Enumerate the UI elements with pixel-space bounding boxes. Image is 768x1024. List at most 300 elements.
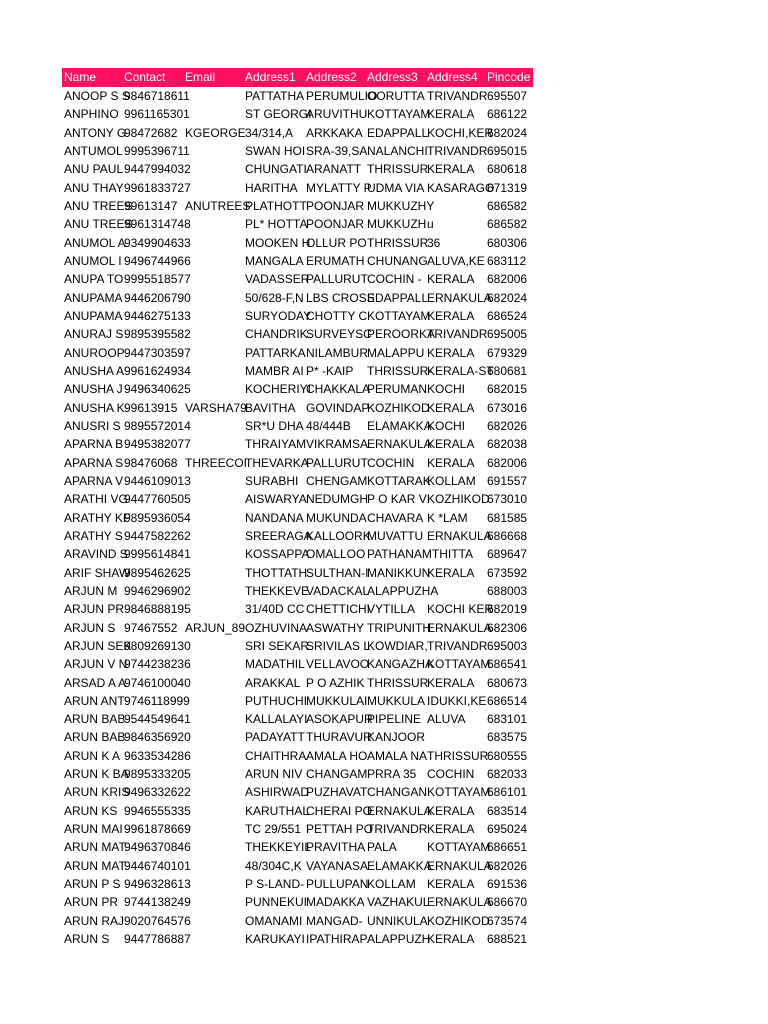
cell-contact: 98472682	[124, 125, 178, 140]
cell-email: VARSHA79	[185, 400, 247, 415]
cell-email	[185, 105, 245, 123]
cell-address3: KANGAZHA	[367, 657, 434, 672]
cell-email	[185, 857, 245, 875]
cell-address3: KOTTAYAM	[367, 107, 431, 122]
cell-address3: KOLLAM	[367, 877, 416, 892]
cell-address3: MUKKULA	[367, 693, 426, 708]
cell-address2: VIKRAMSA	[306, 437, 369, 452]
cell-contact: 9496332622	[124, 785, 191, 800]
cell-address4: KERALA	[427, 565, 475, 580]
cell-address2: ASWATHY	[306, 620, 365, 635]
cell-name: ARUN P S	[64, 877, 121, 892]
cell-email	[185, 380, 245, 398]
cell-pincode: 683101	[487, 712, 528, 727]
cell-address1: SURYODAY	[245, 308, 312, 323]
cell-address4: TRIVANDR	[427, 89, 488, 103]
cell-address1: KOSSAPPA	[245, 547, 310, 562]
cell-address4	[427, 582, 487, 600]
cell-address1: PL* HOTTA	[245, 217, 308, 232]
header-email: Email	[185, 70, 216, 84]
cell-address1: SREERAGA	[245, 528, 312, 543]
table-row	[62, 215, 533, 233]
cell-contact: 9446109013	[124, 473, 191, 488]
cell-address4: u	[427, 217, 434, 232]
cell-pincode: 682006	[487, 455, 528, 470]
table-row	[62, 124, 533, 142]
cell-address2: POONJAR	[306, 198, 365, 213]
cell-address2: PRAVITHA	[306, 840, 366, 855]
cell-address4: KERALA	[427, 308, 475, 323]
cell-address1: SRI SEKAR	[245, 638, 310, 653]
cell-name: ARUN MAT	[64, 840, 126, 855]
cell-address3: PERUMAN	[367, 382, 428, 397]
cell-address4: K *LAM	[427, 510, 468, 525]
cell-email	[185, 325, 245, 343]
cell-contact: 9496328613	[124, 877, 191, 892]
cell-email	[185, 142, 245, 160]
cell-address2: VAYANASA	[306, 858, 369, 873]
cell-address1: THRAIYAM	[245, 437, 307, 452]
cell-name: ANUROOP	[64, 345, 125, 360]
cell-address4: THRISSUR	[427, 748, 489, 763]
cell-name: ANUSRI S	[64, 418, 121, 433]
cell-email	[185, 307, 245, 325]
cell-pincode: 688003	[487, 583, 528, 598]
cell-pincode: 682306	[487, 620, 528, 635]
cell-name: ANPHINO	[64, 107, 119, 122]
cell-contact: 9895936054	[124, 510, 191, 525]
cell-address2: GOVINDAP	[306, 400, 370, 415]
cell-address4: KERALA-ST	[427, 363, 494, 378]
cell-contact: 9496744966	[124, 253, 191, 268]
cell-contact: 9961878669	[124, 822, 191, 837]
cell-address3: KOTTAYAM	[367, 308, 431, 323]
table-row	[62, 545, 533, 563]
cell-contact: 99613915	[124, 400, 178, 415]
cell-address1: THEVARKA	[245, 455, 309, 470]
cell-address4: KOCHI	[427, 382, 466, 397]
cell-address1: MAMBR AI	[245, 363, 304, 378]
cell-pincode: 680306	[487, 235, 528, 250]
table-row	[62, 930, 533, 948]
cell-address3: MUKKUZHY	[367, 198, 435, 213]
cell-pincode: 689647	[487, 547, 528, 562]
cell-address1: ST GEORGI	[245, 107, 312, 122]
header-contact: Contact	[124, 70, 166, 84]
cell-contact: 9961833727	[124, 180, 191, 195]
table-row	[62, 582, 533, 600]
cell-address4: KOTTAYAM	[427, 840, 491, 855]
cell-name: ARJUN S	[64, 620, 116, 635]
table-row	[62, 655, 533, 673]
cell-address4: KOLLAM	[427, 473, 476, 488]
cell-email	[185, 344, 245, 362]
cell-address1: PUNNEKUI	[245, 895, 308, 910]
cell-email	[185, 564, 245, 582]
table-row	[62, 234, 533, 252]
cell-email: KGEORGE	[185, 125, 246, 140]
cell-name: ANUPA TO	[64, 272, 124, 287]
cell-address4: ERNAKULA	[427, 895, 492, 910]
cell-address1: ARAKKAL	[245, 675, 301, 690]
cell-name: ANUMOL I	[64, 253, 122, 268]
cell-address1: NANDANA	[245, 510, 304, 525]
cell-address3: MALAPPU	[367, 345, 425, 360]
cell-email	[185, 527, 245, 545]
cell-email	[185, 87, 245, 105]
cell-pincode: 673592	[487, 565, 528, 580]
cell-address2: ERUMATH	[306, 253, 365, 268]
cell-address4: KERALA	[427, 272, 475, 287]
cell-pincode: 686670	[487, 895, 528, 910]
header-address2: Address2	[306, 70, 357, 84]
cell-name: ANUSHA K	[64, 400, 125, 415]
cell-pincode: 680618	[487, 162, 528, 177]
cell-address1: THOTTATH	[245, 565, 308, 580]
table-row	[62, 728, 533, 746]
cell-address3: VYTILLA	[367, 602, 416, 617]
cell-address2: KALLOORK	[306, 528, 371, 543]
cell-address2: PERUMULIO	[306, 89, 378, 103]
cell-email	[185, 234, 245, 252]
cell-address4: KOTTAYAM	[427, 657, 491, 672]
cell-email	[185, 179, 245, 197]
cell-email	[185, 674, 245, 692]
cell-address4: KOCHI,KER	[427, 125, 494, 140]
cell-address4: ERNAKULA	[427, 620, 492, 635]
cell-address1: SWAN HOI	[245, 143, 306, 158]
cell-address4	[427, 728, 487, 746]
cell-name: ARUN BAB	[64, 712, 126, 727]
cell-address4: KERALA	[427, 932, 475, 947]
cell-contact: 9946555335	[124, 803, 191, 818]
table-row	[62, 692, 533, 710]
cell-name: ARJUN V N	[64, 657, 128, 672]
cell-address3: ELAMAKKA	[367, 418, 432, 433]
cell-email	[185, 875, 245, 893]
cell-address2: CHANGAM	[306, 767, 368, 782]
cell-address4: KERALA	[427, 107, 475, 122]
cell-pincode: 682026	[487, 418, 528, 433]
cell-name: ANUSHA A	[64, 363, 125, 378]
cell-pincode: 682038	[487, 437, 528, 452]
cell-name: ANOOP S S	[64, 89, 130, 103]
table-row	[62, 197, 533, 215]
cell-address1: AISWARYA	[245, 492, 307, 507]
cell-address2: SURVEYSC	[306, 327, 372, 342]
cell-address4: KASARAGO	[427, 180, 495, 195]
cell-email	[185, 728, 245, 746]
cell-name: ARSAD A A	[64, 675, 127, 690]
cell-name: ARATHY S	[64, 528, 123, 543]
cell-contact: 9447303597	[124, 345, 191, 360]
cell-email	[185, 692, 245, 710]
cell-pincode: 695003	[487, 638, 528, 653]
cell-address2: CHERAI PO	[306, 803, 373, 818]
cell-address2: OMALLOO	[306, 547, 366, 562]
cell-address1: 34/314,A	[245, 125, 294, 140]
cell-address3: CHANGAN	[367, 785, 428, 800]
cell-address1: PATTATHA	[245, 89, 305, 103]
table-row	[62, 600, 533, 618]
cell-pincode: 695015	[487, 143, 528, 158]
cell-name: APARNA S	[64, 455, 124, 470]
cell-name: ARUN ANT	[64, 693, 125, 708]
cell-contact: 9995518577	[124, 272, 191, 287]
cell-address2: IPATHIRAP	[306, 932, 368, 947]
table-row	[62, 893, 533, 911]
cell-address4: KERALA	[427, 877, 475, 892]
table-row	[62, 270, 533, 288]
table-row	[62, 783, 533, 801]
cell-address3: MANIKKUN	[367, 565, 431, 580]
cell-address3: THRISSUR	[367, 162, 429, 177]
cell-email	[185, 289, 245, 307]
table-row	[62, 619, 533, 637]
cell-pincode: 681585	[487, 510, 528, 525]
cell-address4: TRIVANDR	[427, 143, 488, 158]
cell-pincode: 682015	[487, 382, 528, 397]
cell-address1: PUTHUCHI	[245, 693, 307, 708]
cell-address3: ERNAKULA	[367, 803, 432, 818]
cell-email	[185, 820, 245, 838]
cell-address1: KARUTHAL	[245, 803, 310, 818]
cell-address2: SRIVILAS L	[306, 638, 371, 653]
table-row	[62, 820, 533, 838]
cell-pincode: 680673	[487, 675, 528, 690]
cell-pincode: 695005	[487, 327, 528, 342]
cell-name: ANU PAUL	[64, 162, 124, 177]
cell-address1: OMANAMI	[245, 913, 303, 928]
table-row	[62, 399, 533, 417]
cell-address3: PEROORKA	[367, 327, 436, 342]
cell-address2: PALLURUT	[306, 272, 368, 287]
cell-name: APARNA V	[64, 473, 124, 488]
cell-pincode: 682026	[487, 858, 528, 873]
cell-contact: 9447760505	[124, 492, 191, 507]
cell-contact: 9496370846	[124, 840, 191, 855]
cell-address3: UDMA VIA	[367, 180, 425, 195]
table-row	[62, 637, 533, 655]
cell-email	[185, 655, 245, 673]
cell-contact: 9446740101	[124, 858, 191, 873]
cell-address2: VADACKAL	[306, 583, 370, 598]
cell-address2: OLLUR PO	[306, 235, 367, 250]
cell-email	[185, 600, 245, 618]
table-row	[62, 875, 533, 893]
cell-contact: 9446206790	[124, 290, 191, 305]
cell-address2: CHENGAM	[306, 473, 368, 488]
header-pincode: Pincode	[487, 70, 531, 84]
table-row	[62, 674, 533, 692]
table-row	[62, 747, 533, 765]
cell-contact: 9496340625	[124, 382, 191, 397]
table-row	[62, 325, 533, 343]
cell-address2: PULLUPAN	[306, 877, 369, 892]
spreadsheet	[62, 68, 533, 948]
cell-address2: 48/444B	[306, 418, 351, 433]
table-row	[62, 490, 533, 508]
cell-name: ARUN KRIS	[64, 785, 130, 800]
cell-name: ARATHI VG	[64, 492, 128, 507]
cell-pincode: 680555	[487, 748, 528, 763]
cell-address2: AMALA HO	[306, 748, 368, 763]
cell-address3: PIPELINE	[367, 712, 422, 727]
cell-address1: 48/304C,K	[245, 858, 302, 873]
cell-pincode: 682024	[487, 290, 528, 305]
cell-address4: TRIVANDR	[427, 638, 488, 653]
cell-contact: 9995614841	[124, 547, 191, 562]
cell-address1: KARUKAYI	[245, 932, 305, 947]
cell-address4: COCHIN	[427, 767, 475, 782]
cell-address4: KOZHIKOD	[427, 492, 490, 507]
table-row	[62, 838, 533, 856]
cell-name: ARUN S	[64, 932, 110, 947]
cell-address2: MADAKKA	[306, 895, 365, 910]
cell-contact: 9633534286	[124, 748, 191, 763]
cell-contact: 9895572014	[124, 418, 191, 433]
cell-pincode: 686651	[487, 840, 528, 855]
header-address4: Address4	[427, 70, 478, 84]
cell-name: ARJUN SEK	[64, 638, 132, 653]
cell-address4: KOCHI	[427, 418, 466, 433]
cell-pincode: 679329	[487, 345, 528, 360]
cell-pincode: 686122	[487, 107, 528, 122]
cell-address1: SR*U DHA	[245, 418, 304, 433]
cell-address2: CHOTTY C	[306, 308, 368, 323]
cell-address4: 36	[427, 235, 441, 250]
cell-name: ARUN PR	[64, 895, 119, 910]
cell-address2: THURAVUR	[306, 730, 372, 745]
cell-contact: 9020764576	[124, 913, 191, 928]
cell-email	[185, 710, 245, 728]
cell-pincode: 688521	[487, 932, 528, 947]
cell-address3: COCHIN -	[367, 272, 422, 287]
table-row	[62, 912, 533, 930]
cell-contact: 9447786887	[124, 932, 191, 947]
cell-address1: PADAYATT	[245, 730, 305, 745]
cell-contact: 9447994032	[124, 162, 191, 177]
cell-contact: 9895395582	[124, 327, 191, 342]
header-name: Name	[64, 70, 97, 84]
cell-address2: LBS CROSS	[306, 290, 375, 305]
cell-contact: 9946296902	[124, 583, 191, 598]
cell-address3: KOTTARAK	[367, 473, 431, 488]
cell-pincode: 673010	[487, 492, 528, 507]
table-row	[62, 802, 533, 820]
cell-address3: P O KAR VI	[367, 492, 431, 507]
cell-address2: CHETTICHI	[306, 602, 370, 617]
cell-address1: THEKKEYIL	[245, 840, 312, 855]
cell-address3: KOWDIAR,	[367, 638, 428, 653]
table-row	[62, 454, 533, 472]
cell-email	[185, 893, 245, 911]
cell-address2: MUKKULAI	[306, 693, 368, 708]
table-row	[62, 179, 533, 197]
cell-email: ANUTREES	[185, 198, 251, 213]
cell-address1: KALLALAYI	[245, 712, 308, 727]
cell-email	[185, 838, 245, 856]
cell-email	[185, 930, 245, 948]
cell-address1: PATTARKA	[245, 345, 306, 360]
cell-name: ANU TREES	[64, 217, 133, 232]
table-row	[62, 252, 533, 270]
table-row	[62, 289, 533, 307]
cell-contact: 9809269130	[124, 638, 191, 653]
cell-contact: 9895462625	[124, 565, 191, 580]
cell-address3: EDAPPALL	[367, 290, 429, 305]
cell-address3: THRISSUR-	[367, 363, 433, 378]
cell-address2: ASOKAPUR	[306, 712, 373, 727]
cell-pincode: 680681	[487, 363, 528, 378]
cell-pincode: 686582	[487, 198, 528, 213]
cell-pincode: 683514	[487, 803, 528, 818]
cell-address4: IDUKKI,KE	[427, 693, 487, 708]
cell-address1: CHAITHRA	[245, 748, 307, 763]
table-row	[62, 527, 533, 545]
cell-name: ANUPAMA	[64, 290, 123, 305]
cell-address2: ARUVITHU	[306, 107, 368, 122]
cell-email	[185, 215, 245, 233]
cell-address3: TRIPUNITH	[367, 620, 431, 635]
cell-address3: UNNIKULA	[367, 913, 428, 928]
cell-email	[185, 472, 245, 490]
cell-name: ARUN MAI	[64, 822, 123, 837]
cell-address4: KERALA	[427, 822, 475, 837]
cell-address1: KOCHERIYI	[245, 382, 312, 397]
cell-pincode: 686514	[487, 693, 528, 708]
cell-address3: CHAVARA	[367, 510, 424, 525]
cell-address4: KOTTAYAM	[427, 785, 491, 800]
cell-email: ARJUN_89	[185, 620, 246, 635]
cell-address4: KOZHIKOD	[427, 913, 490, 928]
cell-contact: 9495382077	[124, 437, 191, 452]
cell-name: ARUN MAT	[64, 858, 126, 873]
cell-name: ARUN KS	[64, 803, 118, 818]
cell-address2: VELLAVOO	[306, 657, 370, 672]
cell-contact: 9447582262	[124, 528, 191, 543]
cell-contact: 9349904633	[124, 235, 191, 250]
cell-address3: THRISSUR	[367, 235, 429, 250]
table-row	[62, 765, 533, 783]
cell-address1: CHUNGATI	[245, 162, 307, 177]
cell-address1: 31/40D CC	[245, 602, 305, 617]
cell-email	[185, 417, 245, 435]
table-row	[62, 857, 533, 875]
cell-address4: KERALA	[427, 803, 475, 818]
table-row	[62, 417, 533, 435]
cell-pincode: 695507	[487, 89, 528, 103]
cell-contact: 9961624934	[124, 363, 191, 378]
cell-address1: THEKKEVE	[245, 583, 310, 598]
cell-pincode: 682024	[487, 125, 528, 140]
header-address1: Address1	[245, 70, 296, 84]
cell-contact: 98476068	[124, 455, 178, 470]
cell-address1: ASHIRWAD	[245, 785, 310, 800]
cell-address1: HARITHA	[245, 180, 298, 195]
cell-address3: ALAPPUZHA	[367, 583, 439, 598]
cell-contact: 97467552	[124, 620, 178, 635]
cell-address3: PALA	[367, 840, 397, 855]
cell-address3: ERNAKULA	[367, 437, 432, 452]
cell-address3: OORUTTA	[367, 89, 425, 103]
cell-address3: EDAPPALL	[367, 125, 429, 140]
cell-contact: 9746118999	[124, 693, 190, 708]
cell-name: ARUN BAB	[64, 730, 126, 745]
cell-name: ARIF SHAW	[64, 565, 131, 580]
cell-address1: VADASSER	[245, 272, 310, 287]
cell-email	[185, 783, 245, 801]
